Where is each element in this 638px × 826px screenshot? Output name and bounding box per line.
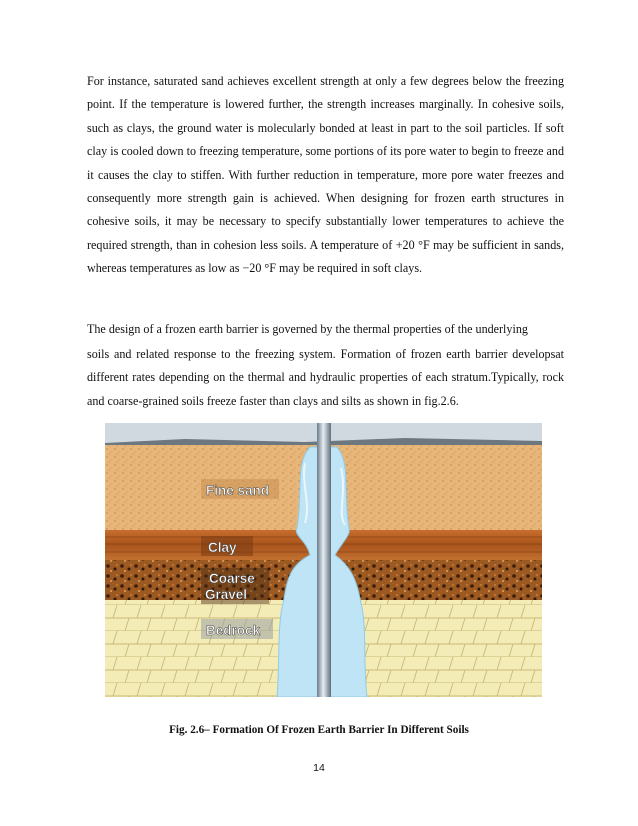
label-clay [201,536,253,556]
paragraph-frozen-strength: For instance, saturated sand achieves excellent strength at only a few degrees below the freezing point. If the temperature is lowered further, the strength increases marginally. In cohesive soils, such as clays, the ground water is molecularly bonded at least in part to the soil particles. If soft clay is cooled down to freezing temperature, some portions of its pore water to begin to freeze and it causes the clay to stiffen. With further reduction in temperature, more pore water freezes and consequently more strength gain is achieved. When designing for frozen earth structures in cohesive soils, it may be necessary to specify substantially lower temperatures to achieve the required strength, than in cohesion less soils. A temperature of +20 °F may be sufficient in sands, whereas temperatures as low as −20 °F may be required in soft clays. [87,74,564,276]
frozen-barrier-figure [105,423,542,697]
svg-text:Clay: Clay [208,540,237,555]
figure-caption: Fig. 2.6– Formation Of Frozen Earth Barrier In Different Soils [169,724,469,736]
svg-text:Fine sand: Fine sand [206,483,270,498]
svg-text:Coarse: Coarse [209,571,255,586]
svg-text:Gravel: Gravel [205,587,248,602]
label-fine-sand [201,479,279,499]
label-coarse-gravel [201,568,269,604]
freeze-pipe [317,423,331,697]
svg-text:Bedrock: Bedrock [206,623,261,638]
page-number: 14 [313,762,325,774]
label-bedrock [201,619,273,639]
paragraph-formation-rates: soils and related response to the freezing system. Formation of frozen earth barrier developsat different rates depending on the thermal and hydraulic properties of each stratum.Typically, rock and coarse-grained soils freeze faster than clays and silts as shown in fig.2.6. [87,347,564,408]
paragraph-design-intro: The design of a frozen earth barrier is governed by the thermal properties of the underlying [87,322,528,336]
